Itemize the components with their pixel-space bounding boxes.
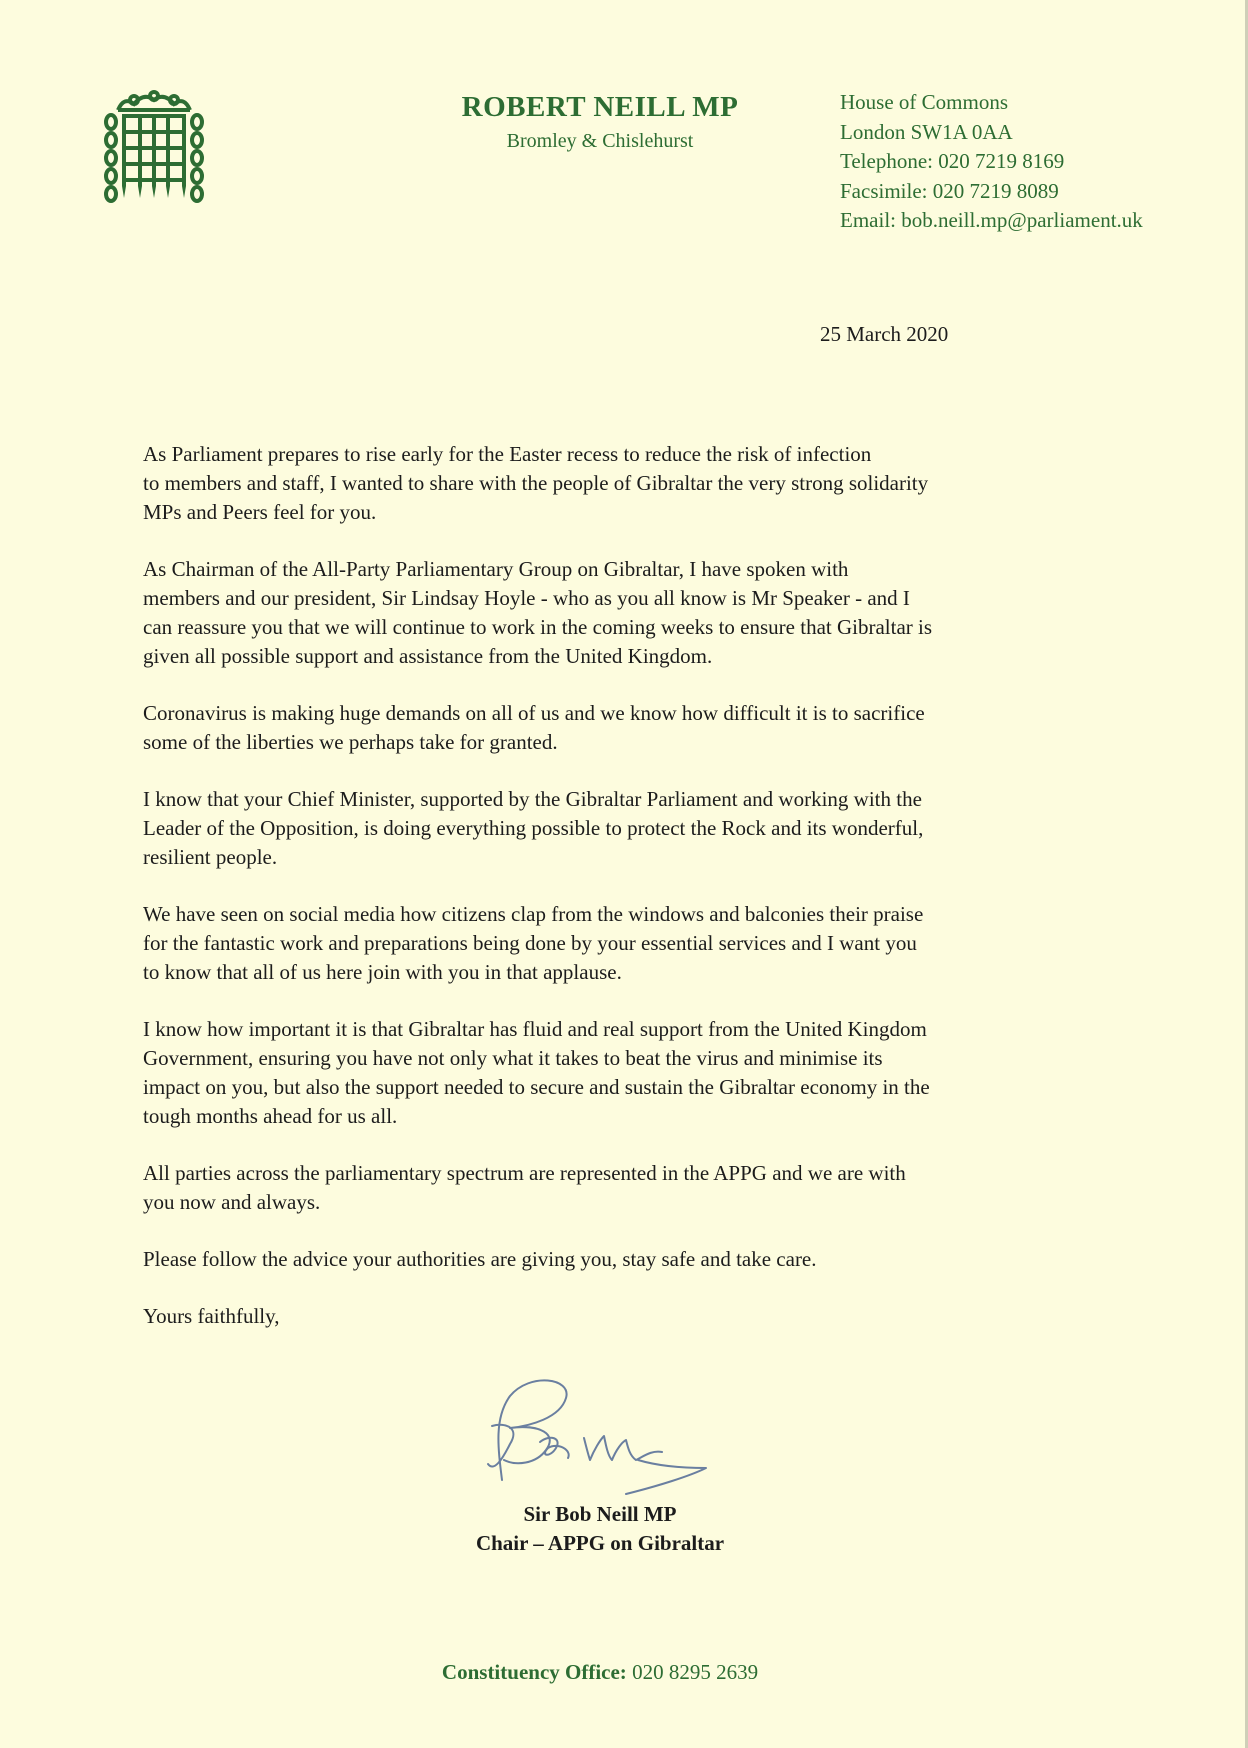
constituency: Bromley & Chislehurst	[506, 130, 694, 152]
valediction: Yours faithfully,	[143, 1304, 280, 1328]
paragraph: As Chairman of the All-Party Parliamentary Group on Gibraltar, I have spoken with members and our president, Sir Lindsay Hoyle - who as you all know is Mr Speaker - and I can reassure you that we will continue to work in the coming weeks to ensure that Gibraltar is given all possible support and assistance from the United Kingdom.	[143, 557, 933, 668]
paragraph: Please follow the advice your authorities are giving you, stay safe and take care.	[143, 1247, 817, 1271]
address-line-city: London SW1A 0AA	[840, 119, 1013, 144]
signatory-name: Sir Bob Neill MP	[523, 1502, 677, 1526]
signatory-title: Chair – APPG on Gibraltar	[475, 1531, 725, 1555]
portcullis-crest-icon	[104, 90, 204, 206]
footer-label: Constituency Office:	[441, 1660, 627, 1684]
signatory-block	[380, 1500, 820, 1558]
address-line-house: House of Commons	[840, 90, 1008, 114]
footer-phone: 020 8295 2639	[632, 1660, 759, 1684]
paragraph: As Parliament prepares to rise early for the Easter recess to reduce the risk of infection to members and staff, I wanted to share with the people of Gibraltar the very strong solidarity MPs and Peers feel for you.	[143, 442, 929, 524]
handwritten-signature	[480, 1368, 710, 1496]
address-line-facsimile: Facsimile: 020 7219 8089	[840, 178, 1059, 203]
paragraph: All parties across the parliamentary spectrum are represented in the APPG and we are with you now and always.	[143, 1161, 906, 1214]
paragraph: I know how important it is that Gibraltar has fluid and real support from the United Kingdom Government, ensuring you have not only what it takes to beat the virus and minimise its impact on you, but also the support needed to secure and sustain the Gibraltar economy in the tough months ahead for us all.	[143, 1017, 930, 1128]
address-line-telephone: Telephone: 020 7219 8169	[840, 149, 1065, 173]
constituency-office-footer	[300, 1660, 900, 1685]
office-address	[840, 88, 1143, 236]
address-line-email: Email: bob.neill.mp@parliament.uk	[840, 208, 1143, 232]
mp-name: ROBERT NEILL MP	[461, 91, 739, 123]
letter-body	[143, 440, 1093, 1359]
paragraph: We have seen on social media how citizens clap from the windows and balconies their praise for the fantastic work and preparations being done by your essential services and I want you to know that all of us here join with you in that applause.	[143, 902, 924, 984]
letter-date: 25 March 2020	[820, 322, 949, 346]
paragraph: Coronavirus is making huge demands on all of us and we know how difficult it is to sacrifice some of the liberties we perhaps take for granted.	[143, 701, 925, 754]
paragraph: I know that your Chief Minister, supported by the Gibraltar Parliament and working with the Leader of the Opposition, is doing everything possible to protect the Rock and its wonderful, resilient people.	[143, 787, 924, 869]
